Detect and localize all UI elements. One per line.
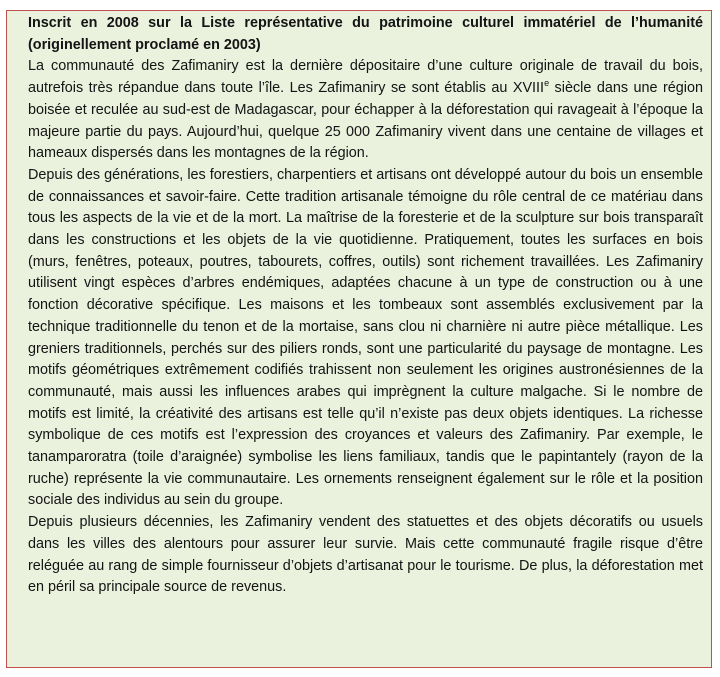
document-heading: Inscrit en 2008 sur la Liste représentative du patrimoine culturel immatériel de l’humanité (originellement proclamé en 2003) [28, 15, 703, 53]
paragraph-intro-text-start: La communauté des Zafimaniry est la dernière dépositaire d’une culture originale de travail du bois, autrefois très répandue dans toute l’île. Les Zafimaniry se sont établis au XVIII [28, 58, 703, 97]
paragraph-intro [28, 56, 703, 165]
paragraph-craft-tradition: Depuis des générations, les forestiers, charpentiers et artisans ont développé autour du bois un ensemble de connaissances et savoir-faire. Cette tradition artisanale témoigne du rôle central de ce matériau dans tous les aspects de la vie et de la mort. La maîtrise de la foresterie et de la sculpture sur bois transparaît dans les constructions et les objets de la vie quotidienne. Pratiquement, toutes les surfaces en bois (murs, fenêtres, poteaux, poutres, tabourets, coffres, outils) sont richement travaillées. Les Zafimaniry utilisent vingt espèces d’arbres endémiques, adaptées chacune à un type de construction ou à une fonction décorative spécifique. Les maisons et les tombeaux sont assemblés exclusivement par la technique traditionnelle du tenon et de la mortaise, sans clou ni charnière ni autre pièce métallique. Les greniers traditionnels, perchés sur des piliers ronds, sont une particularité du paysage de montagne. Les motifs géométriques extrêmement codifiés trahissent non seulement les origines austronésiennes de la communauté, mais aussi les influences arabes qui imprègnent la culture malgache. Si le nombre de motifs est limité, la créativité des artisans est telle qu’il n’existe pas deux objets identiques. La richesse symbolique de ces motifs est l’expression des croyances et valeurs des Zafimaniry. Par exemple, le tanamparoratra (toile d’araignée) symbolise les liens familiaux, tandis que le papintantely (rayon de la ruche) représente la vie communautaire. Les ornements renseignent également sur le rôle et la position sociale des individus au sein du groupe. [28, 166, 703, 509]
century-superscript: e [544, 78, 550, 89]
paragraph-current-threats: Depuis plusieurs décennies, les Zafimaniry vendent des statuettes et des objets décoratifs ou usuels dans les villes des alentours pour assurer leur survie. Mais cette communauté fragile risque d’être reléguée au rang de simple fournisseur d’objets d’artisanat pour le tourisme. De plus, la déforestation met en péril sa principale source de revenus. [28, 514, 703, 596]
document-box [6, 10, 712, 668]
paragraph-intro-text-end: siècle dans une région boisée et reculée au sud-est de Madagascar, pour échapper à la déforestation qui ravageait à l’époque la majeure partie du pays. Aujourd’hui, quelque 25 000 Zafimaniry vivent dans une centaine de villages et hameaux dispersés dans les montagnes de la région. [28, 80, 703, 162]
